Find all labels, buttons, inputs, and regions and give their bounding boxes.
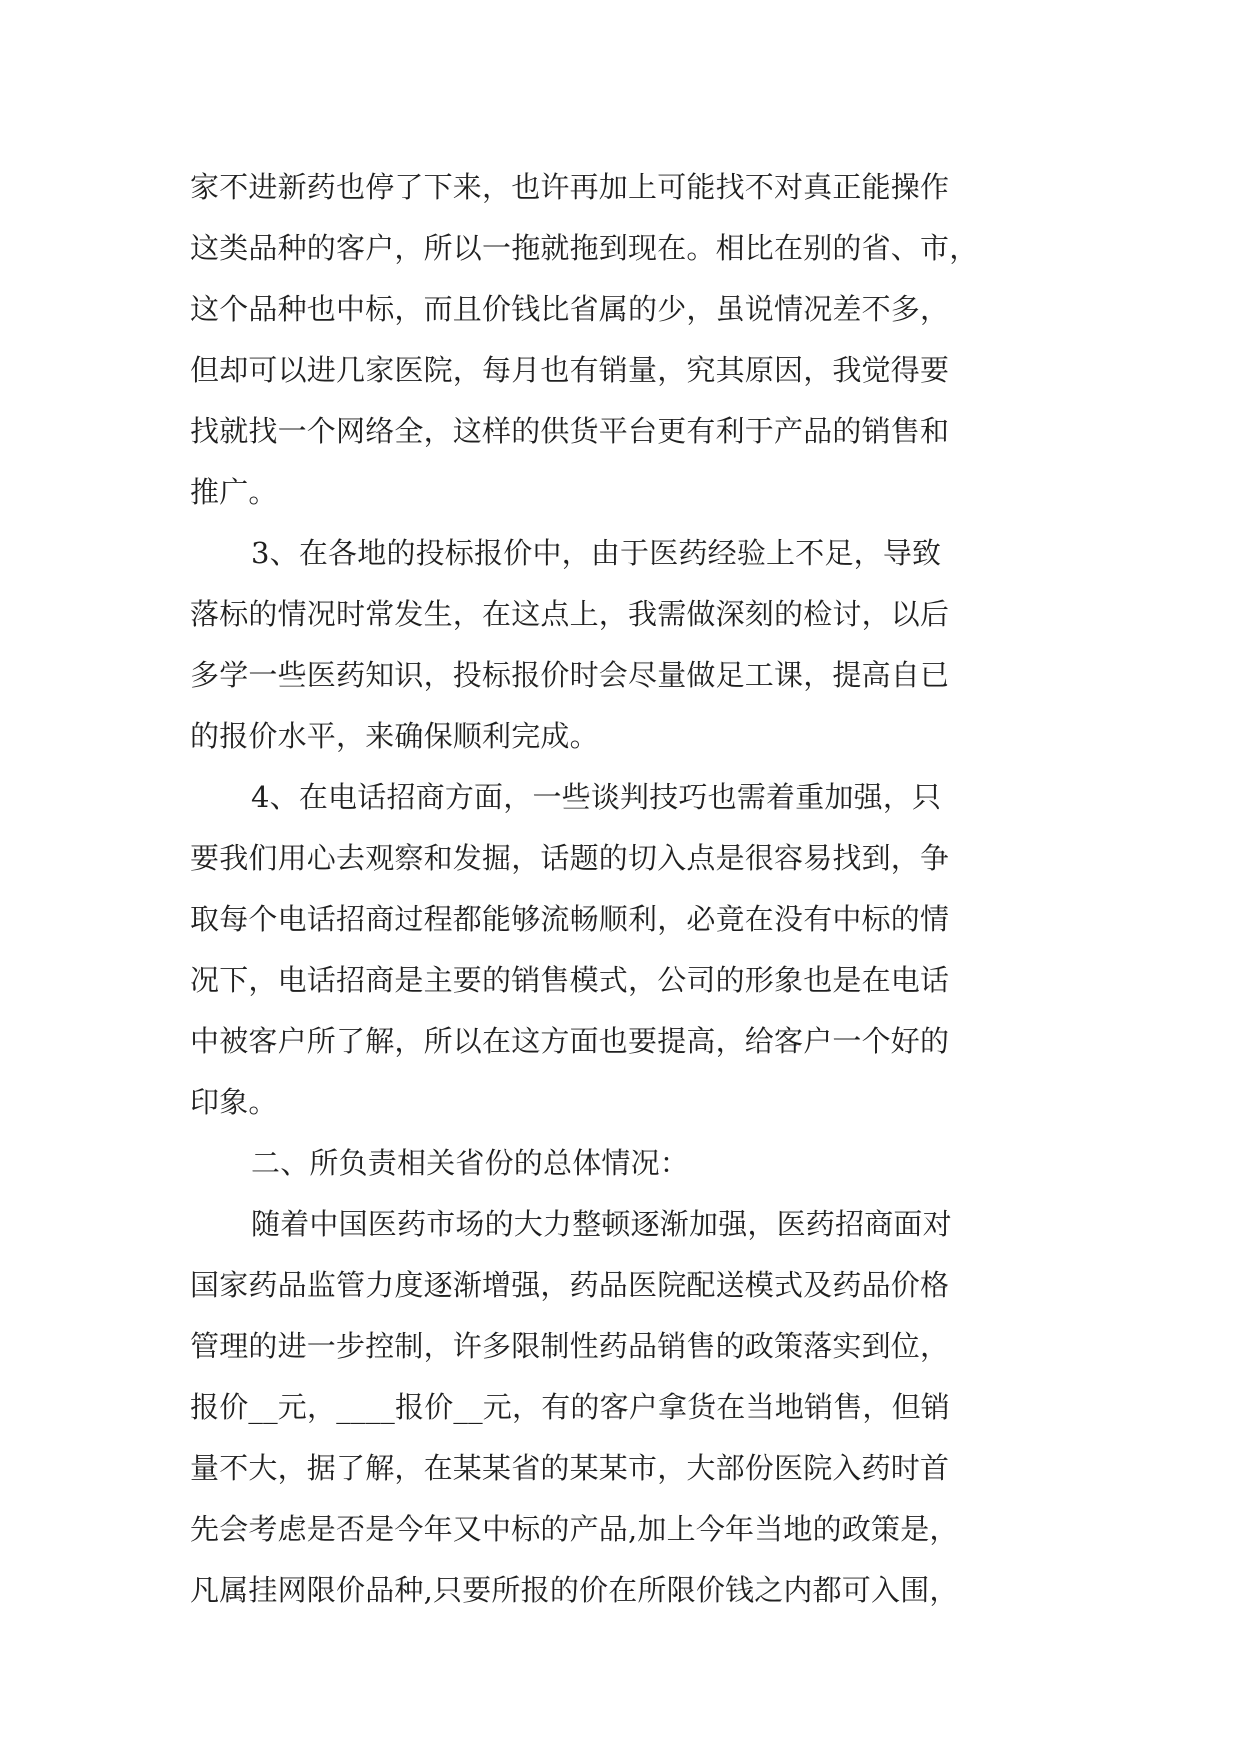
text-line: 先会考虑是否是今年又中标的产品,加上今年当地的政策是， <box>190 1512 959 1546</box>
text-line: 报价__元，____报价__元，有的客户拿货在当地销售，但销 <box>190 1390 951 1424</box>
text-line: 印象。 <box>190 1085 278 1119</box>
text-line: 凡属挂网限价品种,只要所报的价在所限价钱之内都可入围， <box>190 1573 959 1607</box>
text-line: 落标的情况时常发生，在这点上，我需做深刻的检讨，以后 <box>190 597 950 631</box>
body-text <box>190 157 1070 1621</box>
text-line: 要我们用心去观察和发掘，话题的切入点是很容易找到，争 <box>190 841 950 875</box>
text-line: 况下，电话招商是主要的销售模式，公司的形象也是在电话 <box>190 963 950 997</box>
text-line: 3、在各地的投标报价中，由于医药经验上不足，导致 <box>251 536 942 570</box>
text-line: 这类品种的客户，所以一拖就拖到现在。相比在别的省、市， <box>190 231 979 265</box>
section-heading: 二、所负责相关省份的总体情况： <box>251 1146 690 1180</box>
text-line: 国家药品监管力度逐渐增强，药品医院配送模式及药品价格 <box>190 1268 950 1302</box>
text-line: 管理的进一步控制，许多限制性药品销售的政策落实到位， <box>190 1329 950 1363</box>
text-line: 的报价水平，来确保顺利完成。 <box>190 719 599 753</box>
text-line: 4、在电话招商方面，一些谈判技巧也需着重加强，只 <box>251 780 942 814</box>
text-line: 中被客户所了解，所以在这方面也要提高，给客户一个好的 <box>190 1024 950 1058</box>
text-line: 但却可以进几家医院，每月也有销量，究其原因，我觉得要 <box>190 353 950 387</box>
text-line: 这个品种也中标，而且价钱比省属的少，虽说情况差不多， <box>190 292 950 326</box>
text-line: 多学一些医药知识，投标报价时会尽量做足工课，提高自已 <box>190 658 950 692</box>
text-line: 随着中国医药市场的大力整顿逐渐加强，医药招商面对 <box>251 1207 952 1241</box>
text-line: 家不进新药也停了下来，也许再加上可能找不对真正能操作 <box>190 170 950 204</box>
text-line: 推广。 <box>190 475 278 509</box>
text-line: 找就找一个网络全，这样的供货平台更有利于产品的销售和 <box>190 414 950 448</box>
text-line: 取每个电话招商过程都能够流畅顺利，必竟在没有中标的情 <box>190 902 950 936</box>
text-line: 量不大，据了解，在某某省的某某市，大部份医院入药时首 <box>190 1451 950 1485</box>
